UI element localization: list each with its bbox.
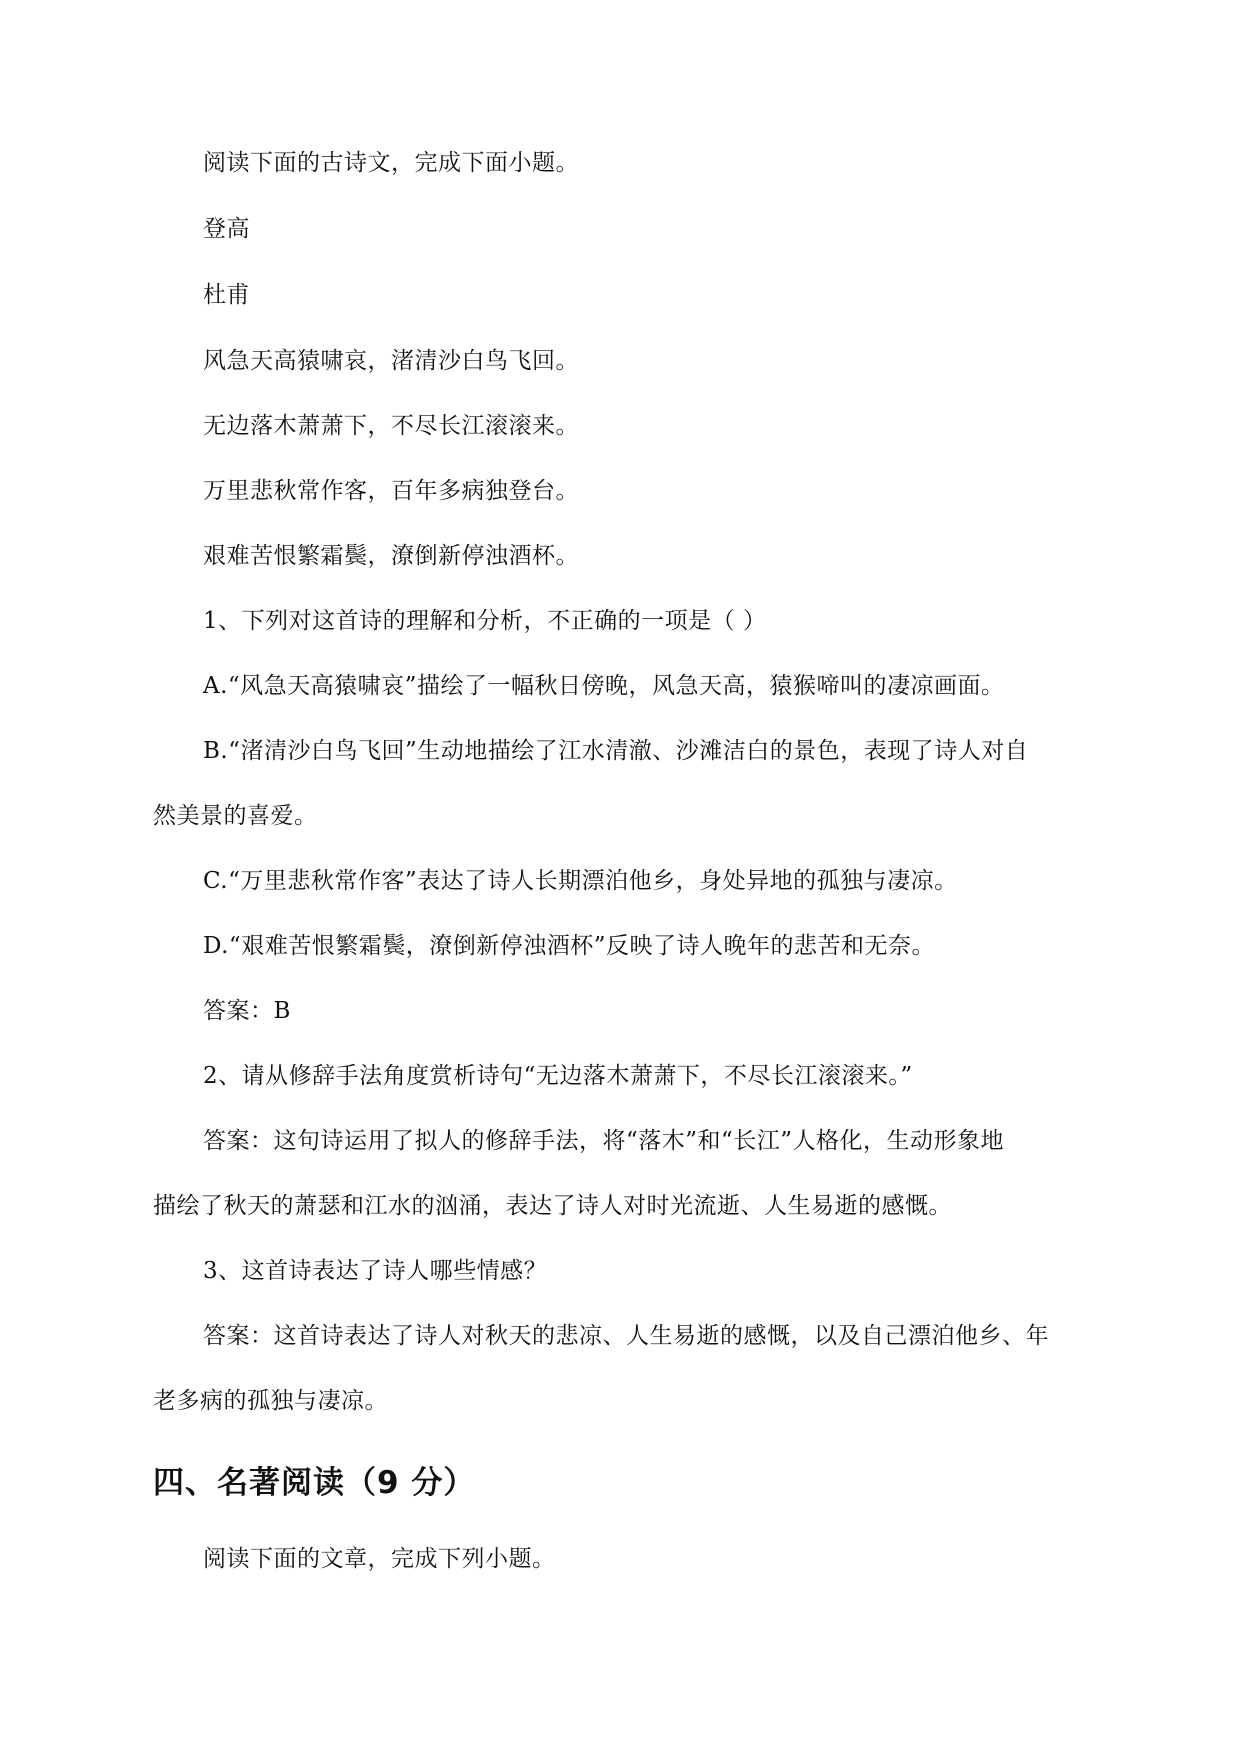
poem-line: 万里悲秋常作客，百年多病独登台。 <box>203 478 579 504</box>
question-1-option-b: B.“渚清沙白鸟飞回”生动地描绘了江水清澈、沙滩洁白的景色，表现了诗人对自 <box>203 738 1029 764</box>
question-2-stem: 2、请从修辞手法角度赏析诗句“无边落木萧萧下，不尽长江滚滚来。” <box>203 1063 913 1089</box>
question-2-answer-continued: 描绘了秋天的萧瑟和江水的汹涌，表达了诗人对时光流逝、人生易逝的感慨。 <box>153 1193 952 1219</box>
question-2-answer: 答案：这句诗运用了拟人的修辞手法，将“落木”和“长江”人格化，生动形象地 <box>203 1128 1005 1154</box>
section-4-intro: 阅读下面的文章，完成下列小题。 <box>203 1546 556 1572</box>
question-1-answer: 答案：B <box>203 998 291 1024</box>
section-intro: 阅读下面的古诗文，完成下面小题。 <box>203 150 579 176</box>
question-3-answer: 答案：这首诗表达了诗人对秋天的悲凉、人生易逝的感慨，以及自己漂泊他乡、年 <box>203 1323 1049 1349</box>
poem-line: 风急天高猿啸哀，渚清沙白鸟飞回。 <box>203 348 579 374</box>
question-3-answer-continued: 老多病的孤独与凄凉。 <box>153 1388 388 1414</box>
poem-title: 登高 <box>203 216 250 242</box>
poem-line: 艰难苦恨繁霜鬓，潦倒新停浊酒杯。 <box>203 543 579 569</box>
question-3-stem: 3、这首诗表达了诗人哪些情感？ <box>203 1258 548 1284</box>
question-1-stem: 1、下列对这首诗的理解和分析，不正确的一项是（ ） <box>203 608 767 634</box>
question-1-option-c: C.“万里悲秋常作客”表达了诗人长期漂泊他乡，身处异地的孤独与凄凉。 <box>203 868 958 894</box>
poem-author: 杜甫 <box>203 282 250 308</box>
question-1-option-a: A.“风急天高猿啸哀”描绘了一幅秋日傍晚，风急天高，猿猴啼叫的凄凉画面。 <box>203 673 1005 699</box>
question-1-option-d: D.“艰难苦恨繁霜鬓，潦倒新停浊酒杯”反映了诗人晚年的悲苦和无奈。 <box>203 933 935 959</box>
poem-line: 无边落木萧萧下，不尽长江滚滚来。 <box>203 413 579 439</box>
section-4-heading: 四、名著阅读（9 分） <box>153 1465 476 1501</box>
question-1-option-b-continued: 然美景的喜爱。 <box>153 803 318 829</box>
